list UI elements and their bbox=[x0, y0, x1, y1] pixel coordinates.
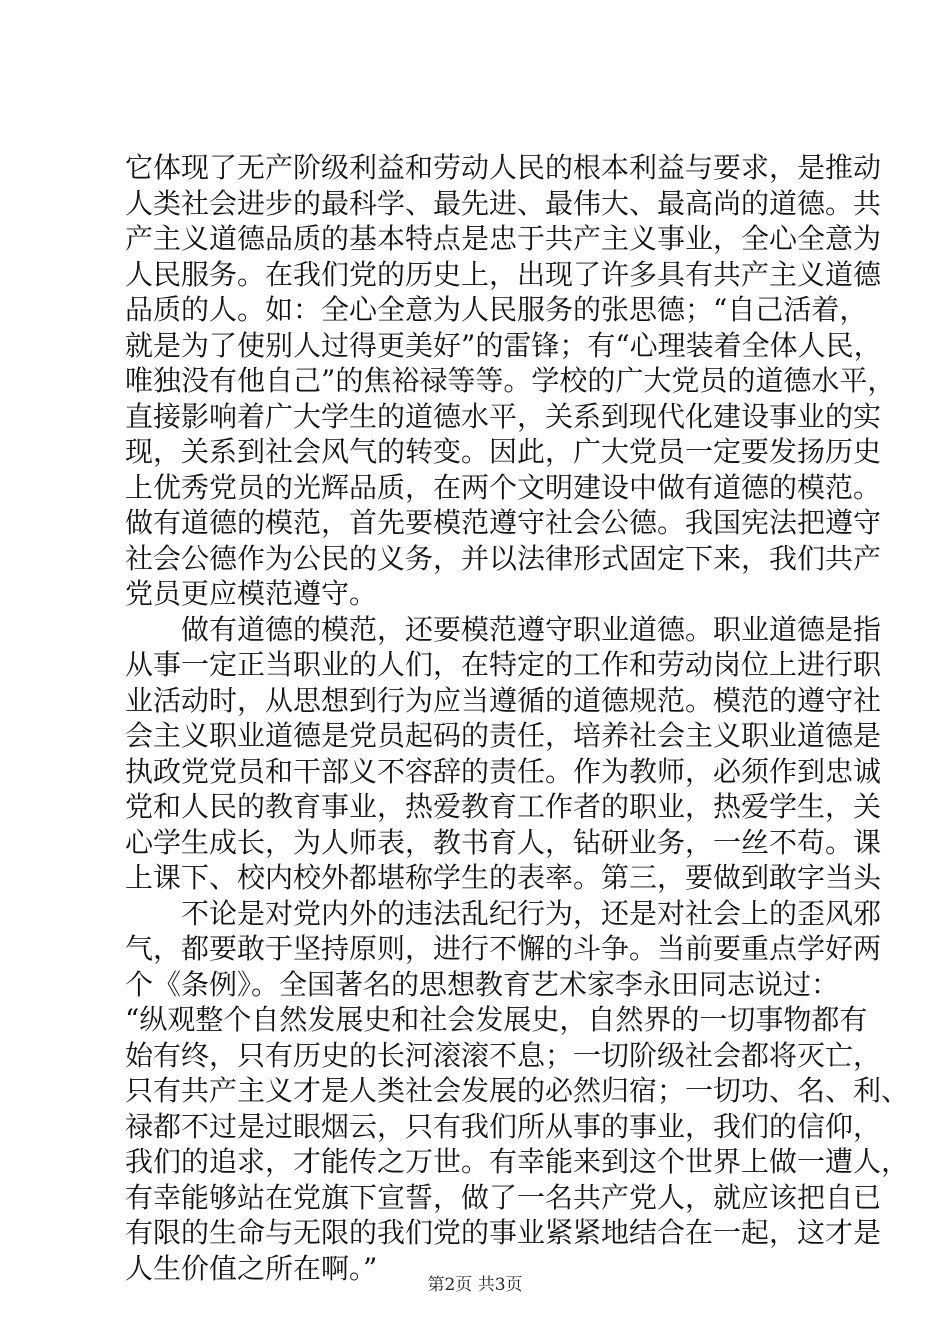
text-line: 只有共产主义才是人类社会发展的必然归宿；一切功、名、利、 bbox=[125, 1074, 910, 1107]
text-line: 我们的追求，才能传之万世。有幸能来到这个世界上做一遭人， bbox=[125, 1145, 910, 1178]
text-line: “纵观整个自然发展史和社会发展史，自然界的一切事物都有 bbox=[125, 1003, 868, 1036]
body-text bbox=[125, 150, 910, 1286]
text-line: 人类社会进步的最科学、最先进、最伟大、最高尚的道德。共 bbox=[125, 186, 882, 220]
text-line: 心学生成长，为人师表，教书育人，钻研业务，一丝不苟。课 bbox=[125, 825, 882, 859]
text-line: 直接影响着广大学生的道德水平，关系到现代化建设事业的实 bbox=[125, 399, 882, 433]
text-line: 党员更应模范遵守。 bbox=[125, 577, 378, 610]
text-line: 不论是对党内外的违法乱纪行为，还是对社会上的歪风邪 bbox=[125, 896, 882, 930]
text-line: 从事一定正当职业的人们，在特定的工作和劳动岗位上进行职 bbox=[125, 648, 882, 681]
text-line: 人民服务。在我们党的历史上，出现了许多具有共产主义道德 bbox=[125, 257, 882, 291]
text-line: 党和人民的教育事业，热爱教育工作者的职业，热爱学生，关 bbox=[125, 790, 882, 823]
text-line: 社会公德作为公民的义务，并以法律形式固定下来，我们共产 bbox=[125, 541, 882, 575]
text-line: 上优秀党员的光辉品质，在两个文明建设中做有道德的模范。 bbox=[125, 470, 882, 504]
text-line: 业活动时，从思想到行为应当遵循的道德规范。模范的遵守社 bbox=[125, 683, 882, 717]
text-line: 个《条例》。全国著名的思想教育艺术家李永田同志说过： bbox=[125, 967, 840, 1001]
text-line: 禄都不过是过眼烟云，只有我们所从事的事业，我们的信仰， bbox=[125, 1109, 882, 1143]
text-line: 它体现了无产阶级利益和劳动人民的根本利益与要求，是推动 bbox=[125, 151, 882, 184]
text-line: 有幸能够站在党旗下宣誓，做了一名共产党人，就应该把自已 bbox=[125, 1180, 882, 1214]
text-line: 产主义道德品质的基本特点是忠于共产主义事业，全心全意为 bbox=[125, 222, 882, 255]
text-line: 人生价值之所在啊。” bbox=[125, 1251, 378, 1285]
text-line: 做有道德的模范，还要模范遵守职业道德。职业道德是指 bbox=[125, 612, 882, 646]
text-line: 做有道德的模范，首先要模范遵守社会公德。我国宪法把遵守 bbox=[125, 506, 882, 539]
text-line: 有限的生命与无限的我们党的事业紧紧地结合在一起，这才是 bbox=[125, 1216, 882, 1249]
text-line: 会主义职业道德是党员起码的责任，培养社会主义职业道德是 bbox=[125, 719, 882, 752]
page-footer: 第2页 共3页 bbox=[427, 1275, 523, 1295]
text-line: 品质的人。如：全心全意为人民服务的张思德；“自己活着， bbox=[125, 293, 868, 326]
text-line: 始有终，只有历史的长河滚滚不息；一切阶级社会都将灭亡， bbox=[125, 1038, 882, 1072]
text-line: 唯独没有他自己”的焦裕禄等等。学校的广大党员的道德水平， bbox=[125, 364, 896, 397]
text-line: 上课下、校内校外都堪称学生的表率。第三，要做到敢字当头 bbox=[125, 861, 882, 894]
text-line: 就是为了使别人过得更美好”的雷锋；有“心理装着全体人民， bbox=[125, 328, 882, 362]
text-line: 气，都要敢于坚持原则，进行不懈的斗争。当前要重点学好两 bbox=[125, 932, 882, 965]
text-line: 执政党党员和干部义不容辞的责任。作为教师，必须作到忠诚 bbox=[125, 754, 882, 788]
text-line: 现，关系到社会风气的转变。因此，广大党员一定要发扬历史 bbox=[125, 435, 882, 468]
